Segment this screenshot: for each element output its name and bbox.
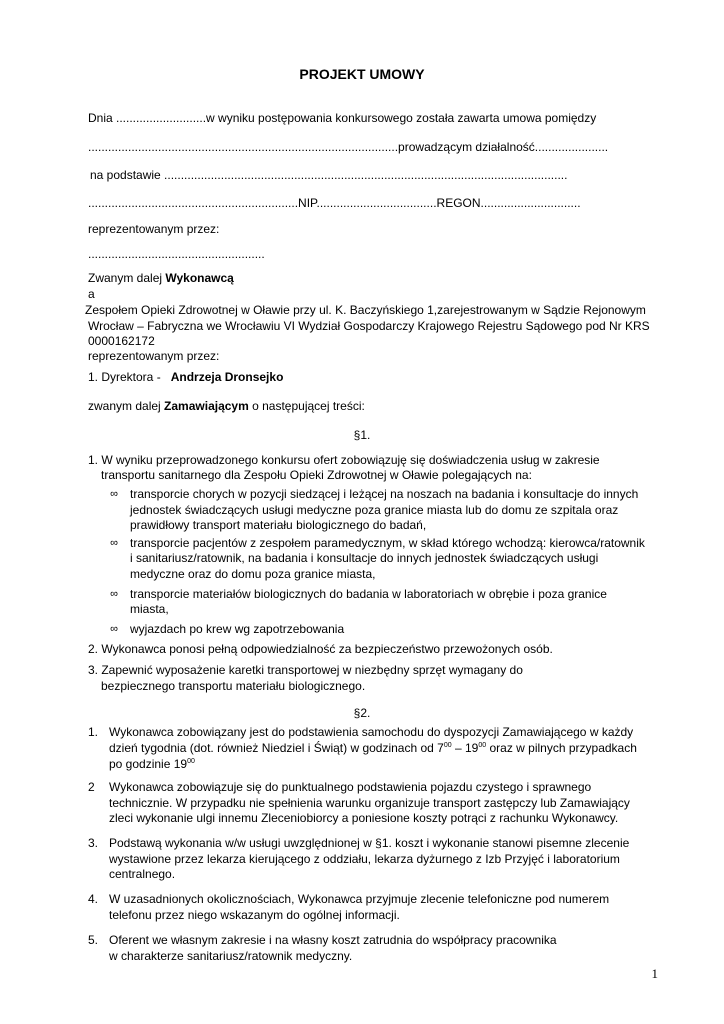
s2-item-line: Oferent we własnym zakresie i na własny koszt zatrudnia do współpracy pracownika [109, 933, 557, 947]
client-suffix: o następującej treści: [252, 399, 365, 413]
superscript: 00 [478, 742, 487, 749]
s2-item-number: 4. [88, 892, 99, 906]
s2-item-number: 1. [88, 725, 99, 739]
section-2-heading: §2. [353, 706, 371, 720]
bullet-line: transporcie pacjentów z zespołem paramedycznym, w skład którego wchodzą: kierowca/ratownik [130, 536, 645, 550]
s2-text-part: po godzinie 19 [109, 757, 188, 771]
contractor-name: Wykonawcą [165, 271, 234, 285]
infinity-bullet-icon: ∞ [110, 488, 118, 500]
bullet-line: medyczne oraz do domu poza granice miasta, [130, 567, 376, 581]
zoz-line: 0000162172 [88, 334, 155, 348]
intro-line: ..................................................... [88, 247, 265, 261]
s2-item-line: zleci wykonanie ulgi innemu Zleceniobiorcy a poniesione koszty potrąci z rachunku Wykonawcy. [109, 811, 619, 825]
s2-item-line: centralnego. [109, 867, 176, 881]
intro-line: na podstawie ......................................................................................................................... [90, 168, 568, 182]
s2-item-number: 5. [88, 933, 99, 947]
s2-item-line: W uzasadnionych okolicznościach, Wykonawca przyjmuje zlecenie telefoniczne pod numerem [109, 892, 610, 906]
intro-line: reprezentowanym przez: [88, 222, 220, 236]
contractor-designation [88, 270, 234, 286]
bullet-line: prawidłowy transport materiału biologicznego do badań, [130, 518, 427, 532]
director-prefix: 1. Dyrektora - [88, 370, 161, 384]
s1-p3-line: 3. Zapewnić wyposażenie karetki transportowej w niezbędny sprzęt wymagany do [88, 663, 523, 677]
director-line [88, 369, 283, 385]
conjunction: a [88, 287, 95, 301]
s1-p1-line: transportu sanitarnego dla Zespołu Opieki Zdrowotnej w Oławie polegających na: [101, 468, 532, 482]
zoz-line: reprezentowanym przez: [88, 349, 220, 363]
zoz-line: Zespołem Opieki Zdrowotnej w Oławie przy ul. K. Baczyńskiego 1,zarejestrowanym w Sądzie Rejonowym [85, 303, 646, 317]
s2-item-line: wystawione przez lekarza kierującego z oddziału, lekarza dyżurnego z Izb Przyjęć i laboratorium [109, 852, 620, 866]
s2-item-line: w charakterze sanitariusz/ratownik medyczny. [109, 949, 353, 963]
s2-item-line: Wykonawca zobowiązany jest do podstawienia samochodu do dyspozycji Zamawiającego w każdy [109, 725, 634, 739]
section-1-heading: §1. [353, 428, 371, 442]
s2-text-part: oraz w pilnych przypadkach [486, 741, 637, 755]
s2-item-line: Podstawą wykonania w/w usługi uwzględnionej w §1. koszt i wykonanie stanowi pisemne zlecenie [109, 836, 630, 850]
intro-line: Dnia ...........................w wyniku postępowania konkursowego została zawarta umowa pomiędzy [88, 111, 597, 125]
s1-p3-line: bezpiecznego transportu materiału biologicznego. [101, 679, 366, 693]
infinity-bullet-icon: ∞ [110, 588, 118, 600]
client-name: Zamawiającym [164, 399, 249, 413]
superscript: 00 [187, 758, 195, 765]
contractor-prefix: Zwanym dalej [88, 271, 163, 285]
page-number: 1 [651, 966, 658, 981]
s2-item-line [109, 756, 195, 772]
superscript: 00 [443, 742, 452, 749]
client-prefix: zwanym dalej [88, 399, 161, 413]
s2-text-part: dzień tygodnia (dot. również Niedziel i Świąt) w godzinach od 7 [109, 741, 444, 755]
bullet-line: i sanitariusz/ratownik, na badania i konsultacje do innych jednostek świadczących usługi [130, 551, 599, 565]
s2-text-part: – 19 [451, 741, 479, 755]
bullet-line: transporcie chorych w pozycji siedzącej i leżącej na noszach na badania i konsultacje do innych [130, 487, 639, 501]
s2-item-line: telefonu przez niego wskazanym do ogólnej informacji. [109, 908, 400, 922]
bullet-line: jednostek świadczących usługi medyczne poza granice miasta lub do domu ze szpitala oraz [130, 503, 619, 517]
intro-line: .............................................................................................prowadzącym działalność...................... [88, 140, 609, 154]
s1-p2: 2. Wykonawca ponosi pełną odpowiedzialność za bezpieczeństwo przewożonych osób. [88, 642, 553, 656]
s2-item-number: 2 [88, 780, 95, 794]
s2-item-line: technicznie. W przypadku nie spełnienia warunku organizuje transport zastępczy lub Zamawiający [109, 796, 630, 810]
zoz-line: Wrocław – Fabryczna we Wrocławiu VI Wydział Gospodarczy Krajowego Rejestru Sądowego pod Nr KRS [88, 319, 650, 333]
intro-line: ...............................................................NIP....................................REGON.............................. [88, 196, 581, 210]
s2-item-number: 3. [88, 836, 99, 850]
director-name: Andrzeja Dronsejko [170, 370, 284, 384]
bullet-line: transporcie materiałów biologicznych do badania w laboratoriach w obrębie i poza granice [130, 587, 607, 601]
document-title: PROJEKT UMOWY [299, 66, 425, 82]
s1-p1-line: 1. W wyniku przeprowadzonego konkursu ofert zobowiązuję się doświadczenia usług w zakresie [88, 453, 600, 467]
infinity-bullet-icon: ∞ [110, 537, 118, 549]
client-designation [88, 398, 365, 414]
s2-item-line [109, 740, 637, 756]
bullet-line: wyjazdach po krew wg zapotrzebowania [130, 622, 345, 636]
bullet-line: miasta, [130, 602, 169, 616]
s2-item-line: Wykonawca zobowiązuje się do punktualnego podstawienia pojazdu czystego i sprawnego [109, 780, 592, 794]
infinity-bullet-icon: ∞ [110, 623, 118, 635]
